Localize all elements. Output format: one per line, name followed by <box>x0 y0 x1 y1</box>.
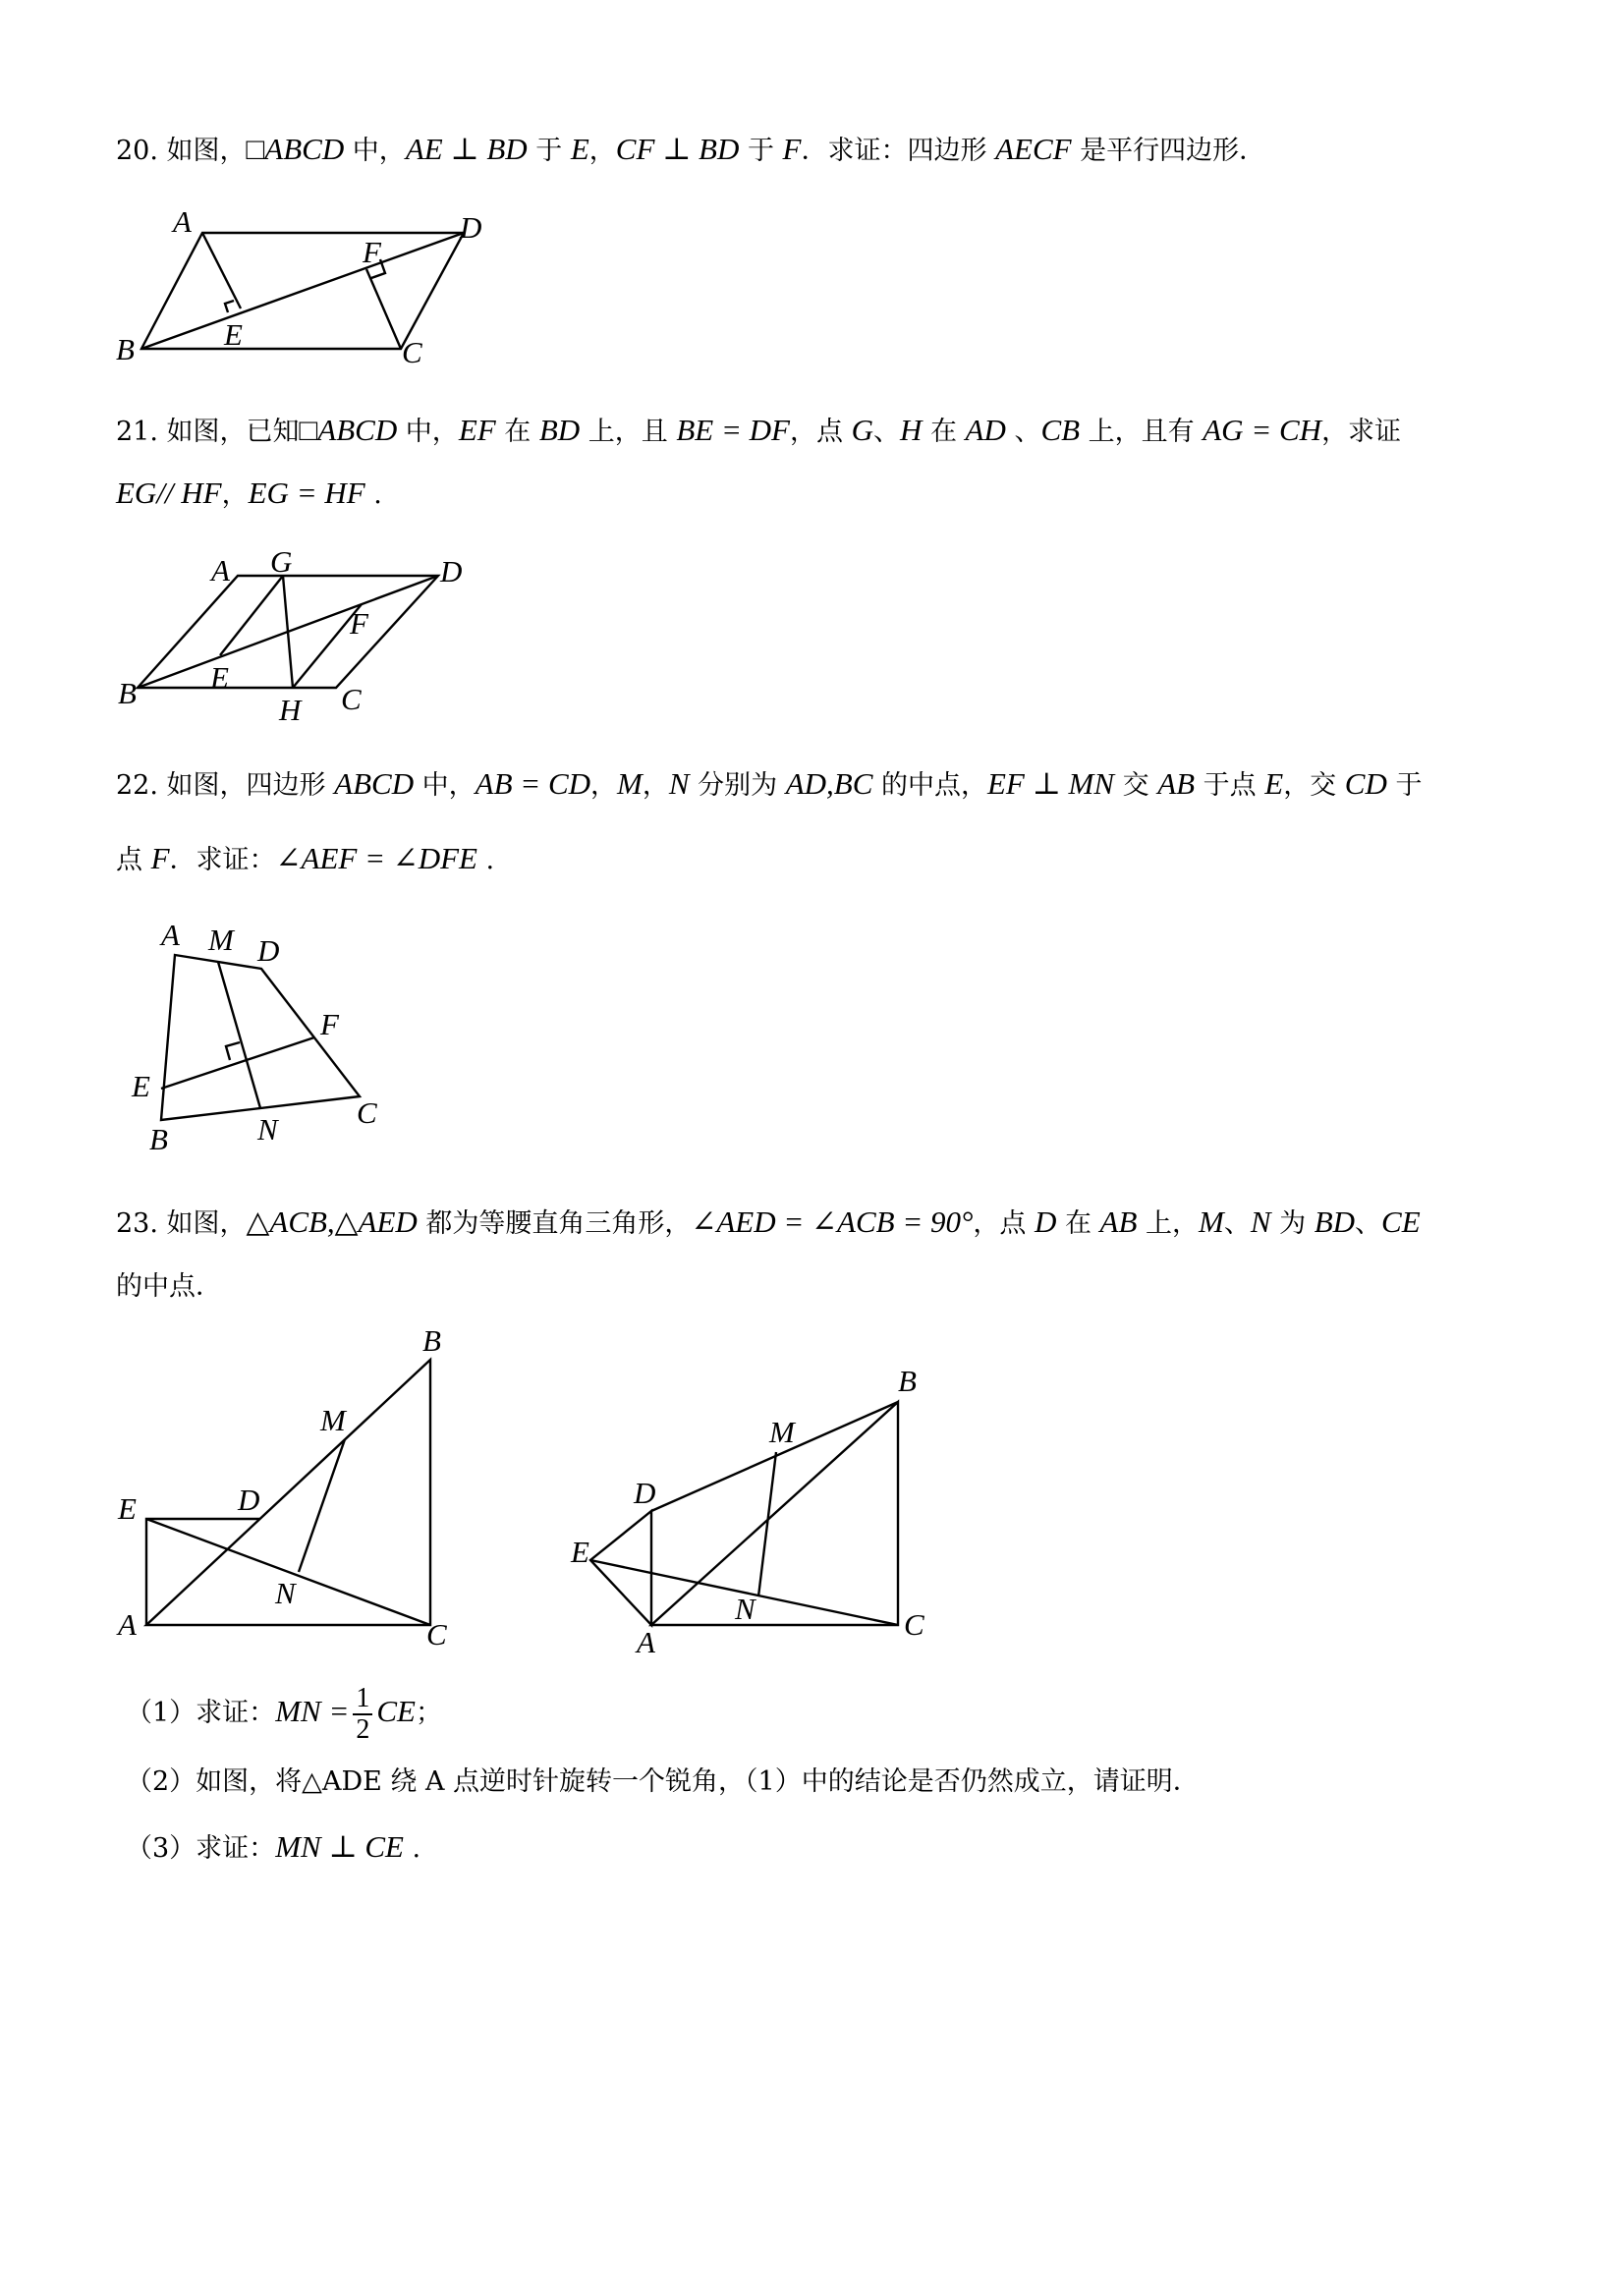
q22-text-line1: 22. 如图，四边形 ABCD 中，AB = CD，M，N 分别为 AD,BC 的中点，EF ⊥ MN 交 AB 于点 E，交 CD 于 <box>116 766 1423 801</box>
q23-fig2-label-a: A <box>637 1625 655 1659</box>
q23-fig2-triangle-aed <box>590 1511 651 1625</box>
q21-label-c: C <box>341 682 362 716</box>
q23-fig1-label-m: M <box>320 1403 346 1437</box>
q21-label-b: B <box>118 676 137 710</box>
q20-right-angle-e <box>225 301 234 312</box>
q23-fig2-label-b: B <box>898 1364 917 1398</box>
q22-text-line2: 点 F．求证：∠AEF = ∠DFE . <box>116 841 495 875</box>
q23-fig1-label-e: E <box>118 1491 137 1526</box>
q21-segment-ge <box>220 576 283 655</box>
q23-fig1-label-d: D <box>238 1483 260 1517</box>
q21-label-h: H <box>279 693 302 727</box>
q20-text: 20. 如图，□ABCD 中，AE ⊥ BD 于 E，CF ⊥ BD 于 F．求证：四边形 AECF 是平行四边形． <box>116 132 1266 166</box>
q20-label-f: F <box>363 235 381 269</box>
q20-label-e: E <box>224 317 243 352</box>
q23-fig1-label-n: N <box>275 1576 296 1610</box>
q22-label-f: F <box>320 1007 339 1041</box>
q23-fig2-label-d: D <box>634 1476 656 1510</box>
q20-segment-cf <box>366 269 401 349</box>
q22-label-a: A <box>161 918 180 952</box>
q22-segment-ef <box>161 1037 314 1089</box>
q21-label-g: G <box>270 544 293 579</box>
q23-text-line2: 的中点． <box>116 1271 222 1302</box>
q23-fig1-label-c: C <box>426 1617 447 1652</box>
q21-label-d: D <box>440 554 463 588</box>
q21-label-a: A <box>211 553 230 588</box>
q21-label-f: F <box>350 606 368 641</box>
q21-label-e: E <box>210 660 229 695</box>
q23-fig1-label-a: A <box>118 1607 137 1642</box>
q20-diagonal-bd <box>141 233 464 349</box>
q20-label-b: B <box>116 332 135 366</box>
q22-label-e: E <box>132 1069 150 1103</box>
q23-part1: （1）求证：MN = $\frac{1}{2}$ CE； <box>126 1682 442 1745</box>
q22-label-d: D <box>257 933 280 968</box>
q23-part2: （2）如图，将△ADE 绕 A 点逆时针旋转一个锐角，（1）中的结论是否仍然成立，请证明． <box>126 1766 1200 1797</box>
q21-segment-gh <box>283 576 293 688</box>
q22-segment-mn <box>218 962 260 1108</box>
q22-label-b: B <box>149 1122 168 1156</box>
q20-label-a: A <box>173 204 192 239</box>
q21-text-line2: EG// HF，EG = HF . <box>116 476 382 510</box>
q23-fig1-label-b: B <box>422 1323 441 1358</box>
q23-text-line1: 23. 如图，△ACB,△AED 都为等腰直角三角形，∠AED = ∠ACB = 90°，点 D 在 AB 上，M、N 为 BD、CE <box>116 1204 1421 1239</box>
q23-fig2-label-n: N <box>735 1592 756 1626</box>
q20-label-d: D <box>460 210 482 245</box>
q23-part3: （3）求证：MN ⊥ CE . <box>126 1829 421 1864</box>
q23-fig2-label-c: C <box>904 1607 924 1642</box>
q22-right-angle <box>226 1042 240 1060</box>
q20-segment-ae <box>202 233 241 308</box>
q20-label-c: C <box>402 335 422 369</box>
q23-part1-fraction: $\frac{1}{2}$ <box>353 1684 372 1745</box>
q22-label-m: M <box>208 923 234 957</box>
q23-fig2-label-m: M <box>769 1415 795 1449</box>
q22-label-n: N <box>257 1112 278 1147</box>
q23-fig1-segment-mn <box>299 1439 345 1572</box>
q21-text-line1: 21. 如图，已知□ABCD 中，EF 在 BD 上，且 BE = DF，点 G、H 在 AD 、CB 上，且有 AG = CH，求证 <box>116 413 1402 447</box>
q22-label-c: C <box>357 1095 377 1130</box>
q23-fig2-label-e: E <box>571 1535 589 1569</box>
